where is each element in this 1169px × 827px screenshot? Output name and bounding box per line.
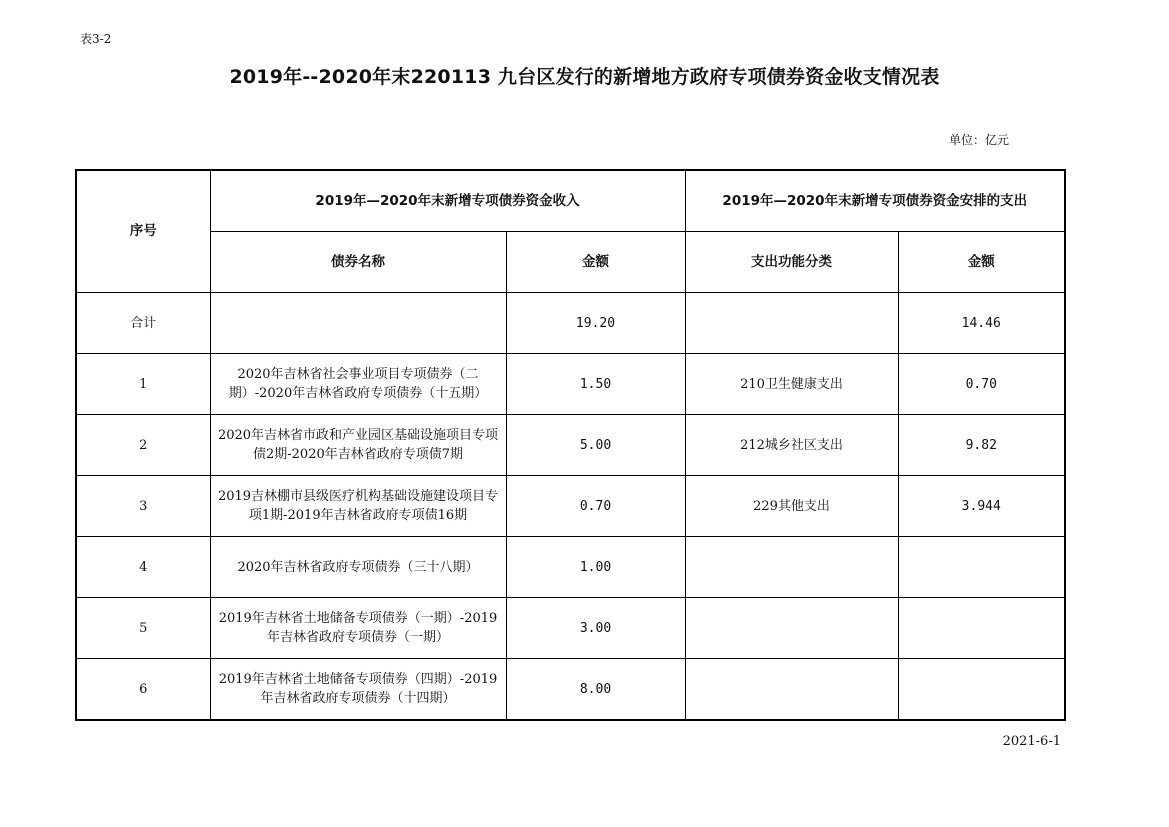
table-row [76,415,1065,476]
total-row [76,293,1065,354]
header-income-amount: 金额 [506,232,685,293]
row-expense [898,659,1065,721]
page-title: 2019年--2020年末220113 九台区发行的新增地方政府专项债券资金收支情况表 [229,66,940,88]
header-seq: 序号 [76,170,210,293]
total-name [210,293,506,354]
row-income: 1.50 [506,354,685,415]
header-bond-name: 债券名称 [210,232,506,293]
bond-funds-table [75,169,1066,721]
header-row-columns [76,232,1065,293]
row-bond-name: 2019吉林棚市县级医疗机构基础设施建设项目专项1期-2019年吉林省政府专项债16期 [210,476,506,537]
table-row [76,476,1065,537]
total-expense: 14.46 [898,293,1065,354]
row-seq: 6 [76,659,210,721]
row-seq: 1 [76,354,210,415]
header-income-group: 2019年—2020年末新增专项债券资金收入 [210,170,685,232]
row-expense [898,598,1065,659]
row-income: 5.00 [506,415,685,476]
header-expense-group: 2019年—2020年末新增专项债券资金安排的支出 [685,170,1065,232]
footer-date: 2021-6-1 [1002,734,1061,749]
header-expense-amount: 金额 [898,232,1065,293]
row-income: 3.00 [506,598,685,659]
row-income: 1.00 [506,537,685,598]
row-seq: 4 [76,537,210,598]
row-income: 8.00 [506,659,685,721]
row-seq: 3 [76,476,210,537]
row-bond-name: 2019年吉林省土地储备专项债券（四期）-2019年吉林省政府专项债券（十四期） [210,659,506,721]
row-seq: 5 [76,598,210,659]
row-income: 0.70 [506,476,685,537]
header-row-group [76,170,1065,232]
row-category [685,598,898,659]
unit-label: 单位：亿元 [949,133,1010,147]
table-row [76,537,1065,598]
total-income: 19.20 [506,293,685,354]
table-row [76,354,1065,415]
row-category: 229其他支出 [685,476,898,537]
row-expense: 0.70 [898,354,1065,415]
row-expense [898,537,1065,598]
row-seq: 2 [76,415,210,476]
total-category [685,293,898,354]
total-label: 合计 [76,293,210,354]
row-category: 212城乡社区支出 [685,415,898,476]
row-category: 210卫生健康支出 [685,354,898,415]
row-expense: 9.82 [898,415,1065,476]
row-bond-name: 2020年吉林省市政和产业园区基础设施项目专项债2期-2020年吉林省政府专项债7期 [210,415,506,476]
row-bond-name: 2020年吉林省社会事业项目专项债券（二期）-2020年吉林省政府专项债券（十五期） [210,354,506,415]
row-category [685,659,898,721]
row-expense: 3.944 [898,476,1065,537]
row-bond-name: 2019年吉林省土地储备专项债券（一期）-2019年吉林省政府专项债券（一期） [210,598,506,659]
row-bond-name: 2020年吉林省政府专项债券（三十八期） [210,537,506,598]
row-category [685,537,898,598]
table-row [76,659,1065,721]
header-expense-category: 支出功能分类 [685,232,898,293]
sheet-number: 表3-2 [80,32,112,46]
table-row [76,598,1065,659]
